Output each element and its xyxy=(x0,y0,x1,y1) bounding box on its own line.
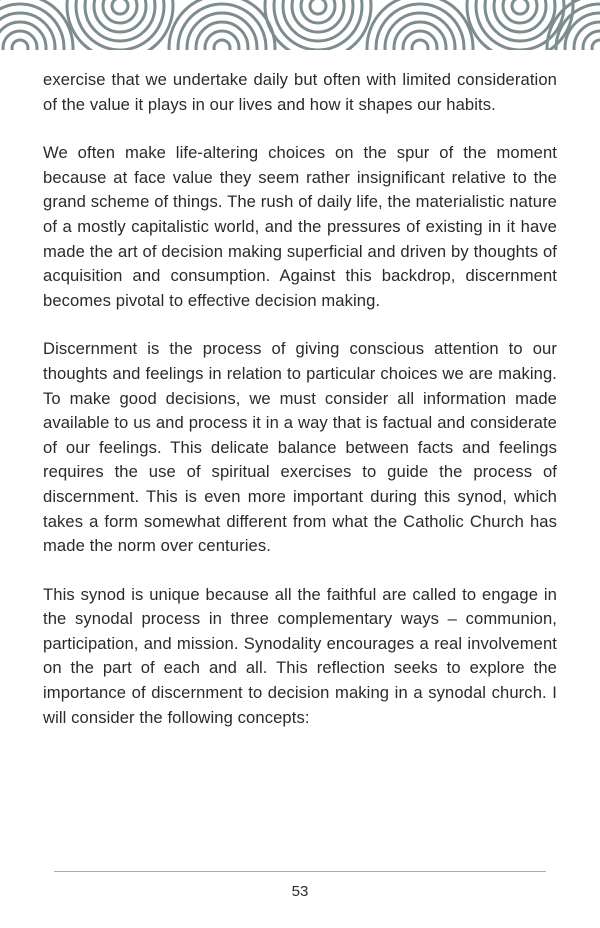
page-number: 53 xyxy=(291,883,309,900)
paragraph-2: We often make life-altering choices on the spur of the moment because at face value they seem rather insignificant relative to the grand scheme of things. The rush of daily life, the materialistic nature of a mostly capitalistic world, and the pressures of existing in it have made the art of decision making superficial and driven by thoughts of acquisition and consumption. Against this backdrop, discernment becomes pivotal to effective decision making. xyxy=(43,143,557,310)
pattern-arc xyxy=(503,0,537,23)
concentric-arcs-pattern xyxy=(0,0,600,50)
body-text xyxy=(43,68,557,754)
paragraph-3: Discernment is the process of giving conscious attention to our thoughts and feelings in relation to particular choices we are making. To make good decisions, we must consider all information made available to us and process it in a way that is factual and considerate of our feelings. This delicate balance between facts and feelings requires the use of spiritual exercises to guide the process of discernment. This is even more important during this synod, which takes a form somewhat different from what the Catholic Church has made the norm over centuries. xyxy=(43,339,557,556)
pattern-arc xyxy=(12,40,28,50)
paragraph-1: exercise that we undertake daily but often with limited consideration of the value it plays in our lives and how it shapes our habits. xyxy=(43,70,557,114)
pattern-arc xyxy=(512,0,528,14)
pattern-arc xyxy=(301,0,335,23)
pattern-arc xyxy=(376,4,464,50)
pattern-arc xyxy=(112,0,128,14)
header-decorative-pattern xyxy=(0,0,600,50)
footer-divider xyxy=(54,871,546,872)
paragraph-4: This synod is unique because all the faithful are called to engage in the synodal process in three complementary ways – communion, participation, and mission. Synodality encourages a real involvement on the part of each and all. This reflection seeks to explore the importance of discernment to decision making in a synodal church. I will consider the following concepts: xyxy=(43,584,557,727)
pattern-arc xyxy=(310,0,326,14)
pattern-arc xyxy=(103,0,137,23)
pattern-arc xyxy=(214,40,230,50)
pattern-arc xyxy=(592,40,600,50)
pattern-arc xyxy=(178,4,266,50)
pattern-arc xyxy=(412,40,428,50)
